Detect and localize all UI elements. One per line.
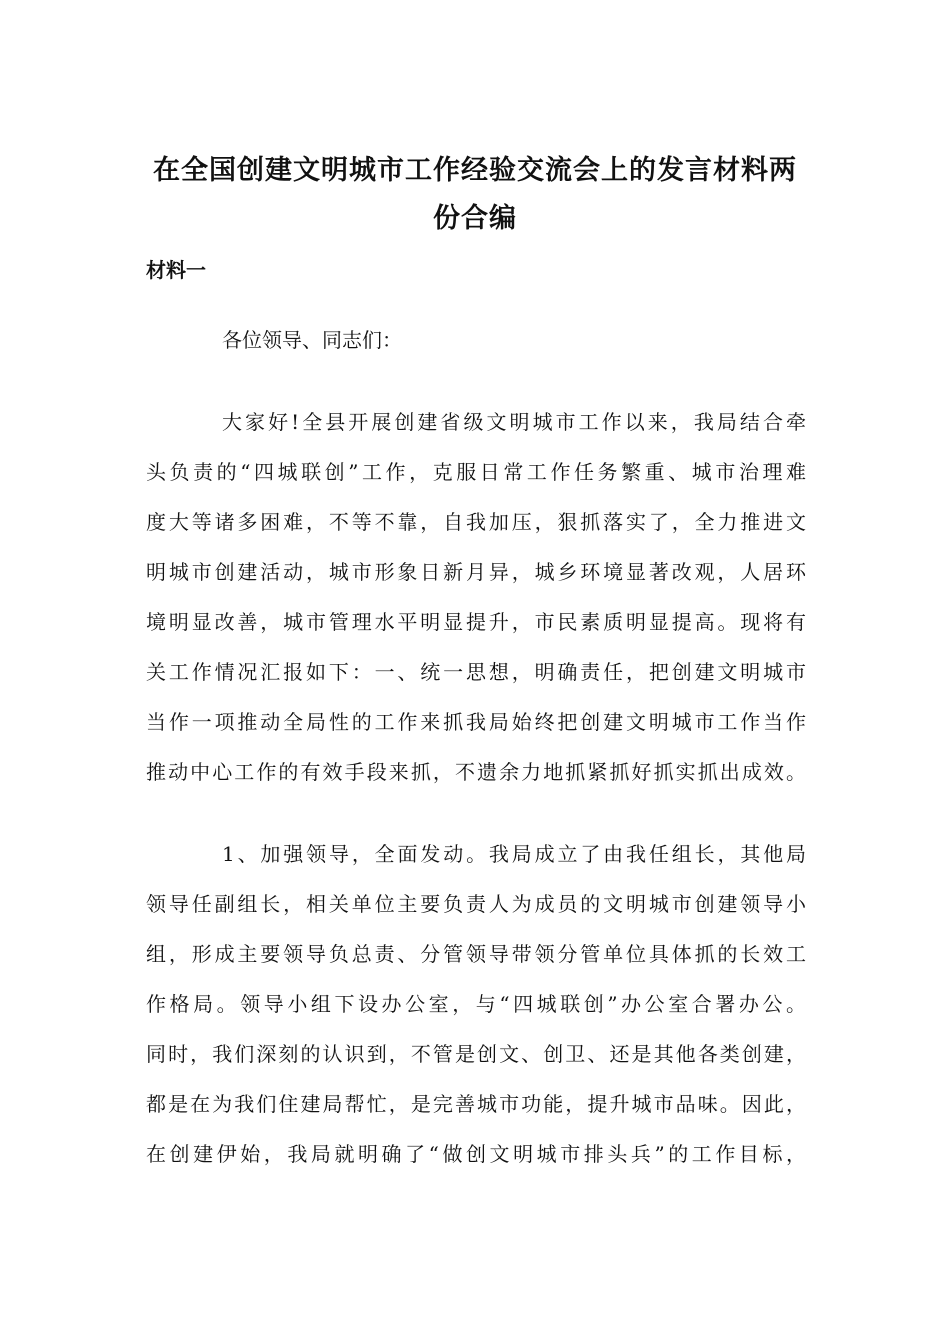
paragraph-2-line: 作格局。领导小组下设办公室，与“四城联创”办公室合署办公。 xyxy=(146,992,806,1016)
section-label: 材料一 xyxy=(146,258,206,282)
paragraph-2-line: 都是在为我们住建局帮忙，是完善城市功能，提升城市品味。因此， xyxy=(146,1092,806,1116)
paragraph-1-line: 境明显改善，城市管理水平明显提升，市民素质明显提高。现将有 xyxy=(146,610,806,634)
paragraph-2-line: 领导任副组长，相关单位主要负责人为成员的文明城市创建领导小 xyxy=(146,892,806,916)
paragraph-2-line: 组，形成主要领导负总责、分管领导带领分管单位具体抓的长效工 xyxy=(146,942,806,966)
paragraph-2-line: 1、加强领导，全面发动。我局成立了由我任组长，其他局 xyxy=(222,842,806,866)
paragraph-1-line: 大家好!全县开展创建省级文明城市工作以来，我局结合牵 xyxy=(222,410,806,434)
paragraph-1-line: 明城市创建活动，城市形象日新月异，城乡环境显著改观，人居环 xyxy=(146,560,806,584)
paragraph-2-line: 在创建伊始，我局就明确了“做创文明城市排头兵”的工作目标， xyxy=(146,1142,806,1166)
greeting: 各位领导、同志们： xyxy=(222,328,402,352)
document-title-continued xyxy=(120,192,830,246)
document-title xyxy=(120,144,830,198)
paragraph-2-line: 同时，我们深刻的认识到，不管是创文、创卫、还是其他各类创建， xyxy=(146,1042,806,1066)
title-line-1: 在全国创建文明城市工作经验交流会上的发言材料两 xyxy=(153,155,797,186)
title-line-2: 份合编 xyxy=(433,203,517,234)
paragraph-1-line: 当作一项推动全局性的工作来抓我局始终把创建文明城市工作当作 xyxy=(146,710,806,734)
paragraph-1-line: 推动中心工作的有效手段来抓，不遗余力地抓紧抓好抓实抓出成效。 xyxy=(146,760,806,784)
paragraph-1-line: 度大等诸多困难，不等不靠，自我加压，狠抓落实了，全力推进文 xyxy=(146,510,806,534)
paragraph-1-line: 关工作情况汇报如下：一、统一思想，明确责任，把创建文明城市 xyxy=(146,660,806,684)
paragraph-1-line: 头负责的“四城联创”工作，克服日常工作任务繁重、城市治理难 xyxy=(146,460,806,484)
